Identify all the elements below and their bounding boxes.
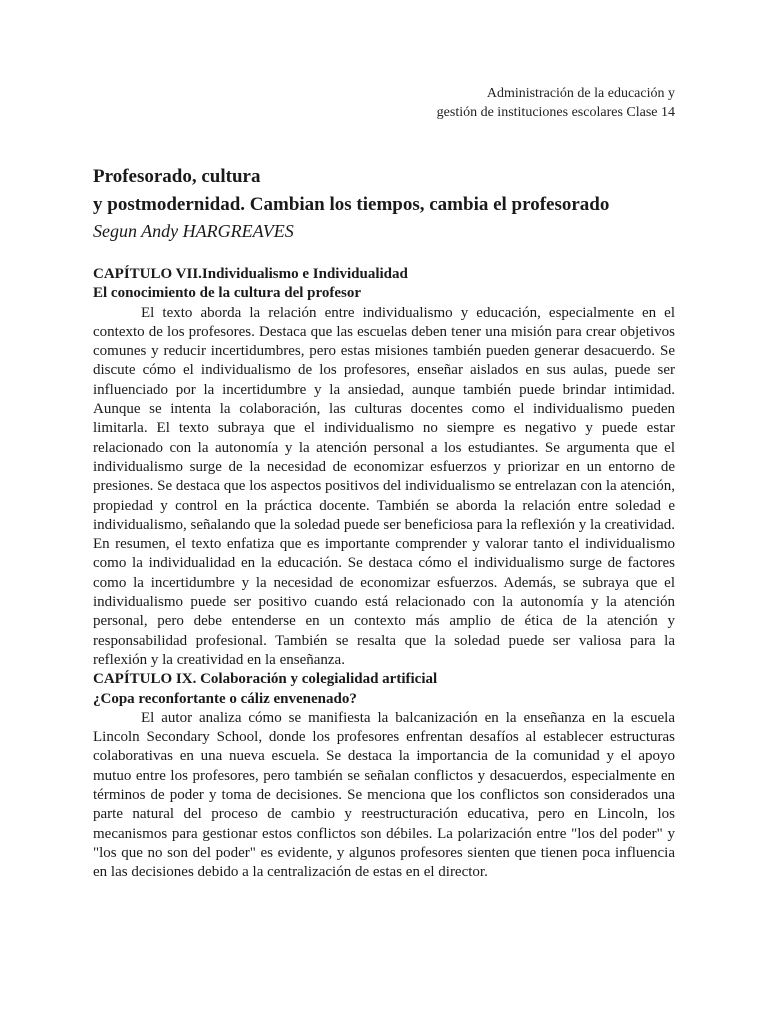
chapter-body: El texto aborda la relación entre individualismo y educación, especialmente en el contexto de los profesores. Destaca que las escuelas deben tener una misión para crear objetivos comunes y reducir incertidumbres, pero estas misiones también pueden generar desacuerdo. Se discute cómo el individualismo de los profesores, enseñar aislados en sus aulas, puede ser influenciado por la incertidumbre y la ansiedad, aunque también puede brindar intimidad. Aunque se intenta la colaboración, las culturas docentes como el individualismo pueden limitarla. El texto subraya que el individualismo no siempre es negativo y puede estar relacionado con la autonomía y la atención personal a los estudiantes. Se argumenta que el individualismo surge de la necesidad de economizar esfuerzos y priorizar en un entorno de presiones. Se destaca que los aspectos positivos del individualismo se entrelazan con la atención, propiedad y control en la práctica docente. También se aborda la relación entre soledad e individualismo, señalando que la soledad puede ser beneficiosa para la reflexión y la creatividad. En resumen, el texto enfatiza que es importante comprender y valorar tanto el individualismo como la individualidad en la educación. Se destaca cómo el individualismo surge de factores como la incertidumbre y la necesidad de economizar esfuerzos. Además, se subraya que el individualismo puede ser positivo cuando está relacionado con la autonomía y la atención personal, pero debe entenderse en un contexto más amplio de ética de la atención y responsabilidad profesional. También se resalta que la soledad puede ser valiosa para la reflexión y la creatividad en la enseñanza. xyxy=(93,304,675,668)
chapter-heading: CAPÍTULO VII.Individualismo e Individualidad xyxy=(93,266,408,282)
chapter-subheading: El conocimiento de la cultura del profesor xyxy=(93,285,362,302)
course-header-line1: Administración de la educación y xyxy=(486,86,675,101)
course-header xyxy=(93,84,675,122)
chapter-section xyxy=(93,670,675,882)
chapter-heading: CAPÍTULO IX. Colaboración y colegialidad artificial xyxy=(93,671,438,688)
chapter-section xyxy=(93,265,675,670)
document-title-line2: y postmodernidad. Cambian los tiempos, cambia el profesorado xyxy=(93,194,610,215)
chapter-subheading: ¿Copa reconfortante o cáliz envenenado? xyxy=(93,690,357,707)
document-page xyxy=(93,84,675,883)
course-header-line2: gestión de instituciones escolares Clase 14 xyxy=(436,105,675,120)
document-author: Segun Andy HARGREAVES xyxy=(93,221,294,241)
document-title-line1: Profesorado, cultura xyxy=(93,166,261,187)
chapter-body: El autor analiza cómo se manifiesta la balcanización en la enseñanza en la escuela Lincoln Secondary School, donde los profesores enfrentan desafíos al establecer estructuras colaborativas en una nueva escuela. Se destaca la importancia de la comunidad y el apoyo mutuo entre los profesores, pero también se señalan conflictos y desacuerdos, especialmente en términos de poder y toma de decisiones. Se menciona que los conflictos son considerados una parte natural del proceso de cambio y reestructuración educativa, pero en Lincoln, los mecanismos para gestionar estos conflictos son débiles. La polarización entre "los del poder" y "los que no son del poder" es evidente, y algunos profesores sienten que tienen poca influencia en las decisiones debido a la centralización de estas en el director. xyxy=(93,709,675,881)
title-block xyxy=(93,163,675,243)
